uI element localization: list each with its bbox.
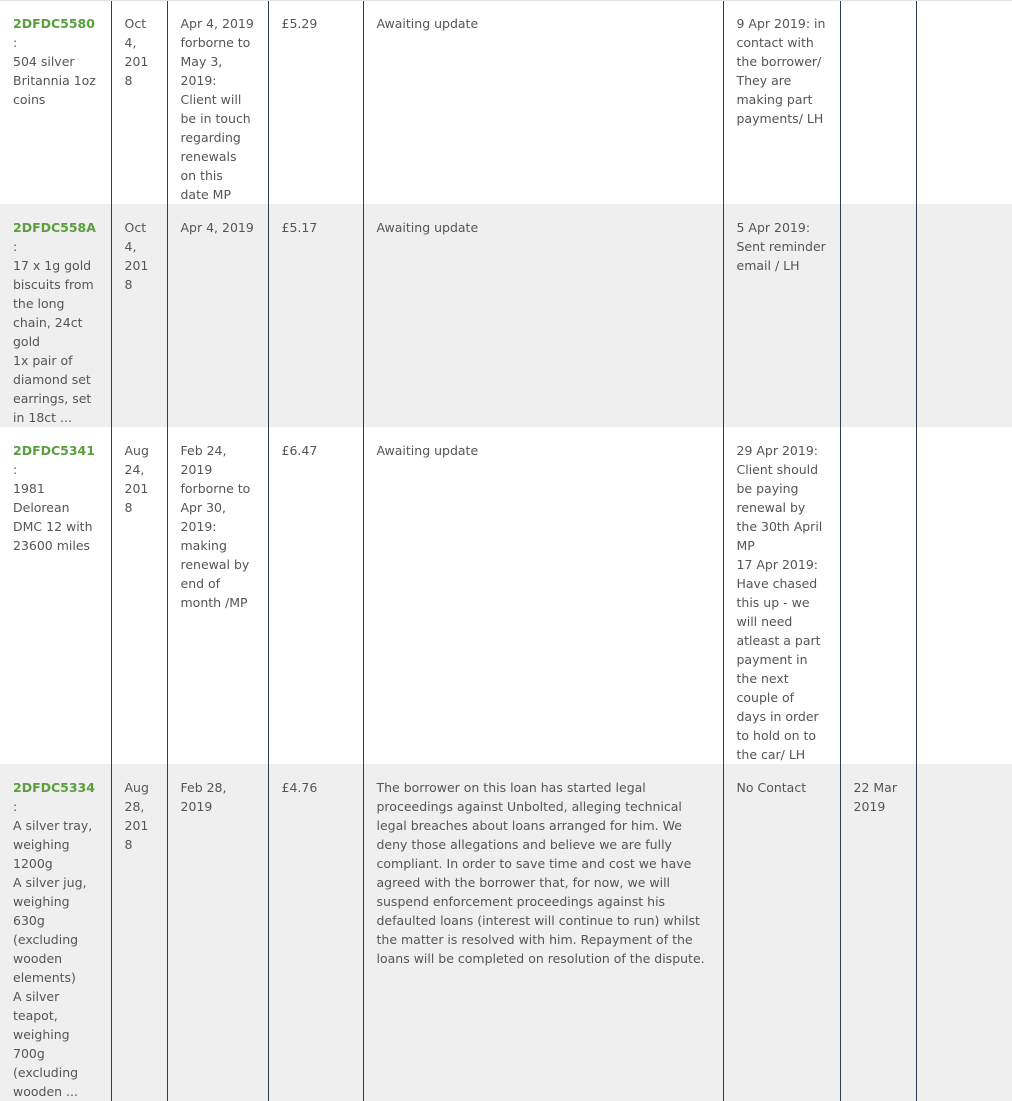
amount-cell: £4.76 [268, 764, 363, 1101]
table-row [0, 204, 1012, 427]
loan-description: 504 silver Britannia 1oz coins [13, 54, 96, 107]
due-date-cell: Apr 4, 2019 forborne to May 3, 2019: Client will be in touch regarding renewals on this date MP [167, 0, 268, 204]
extra-cell [916, 0, 1012, 204]
loan-cell: 2DFDC5341: 1981 Delorean DMC 12 with 23600 miles [13, 443, 95, 553]
date-cell [840, 0, 916, 204]
loan-cell: 2DFDC5580: 504 silver Britannia 1oz coins [13, 16, 96, 107]
loan-cell: 2DFDC5334: A silver tray, weighing 1200g A silver jug, weighing 630g (excluding wooden elements) A silver teapot, weighing 700g (excluding wooden ... [13, 780, 95, 1099]
date-cell [840, 427, 916, 764]
table-row [0, 427, 1012, 764]
due-date-cell: Apr 4, 2019 [167, 204, 268, 427]
start-date-cell: Aug 24, 2018 [111, 427, 167, 764]
status-cell: Awaiting update [363, 204, 723, 427]
notes-cell: 9 Apr 2019: in contact with the borrower/ They are making part payments/ LH [723, 0, 840, 204]
due-date-cell: Feb 24, 2019 forborne to Apr 30, 2019: making renewal by end of month /MP [167, 427, 268, 764]
amount-cell: £5.29 [268, 0, 363, 204]
loan-description: 1981 Delorean DMC 12 with 23600 miles [13, 481, 93, 553]
top-divider [0, 0, 1012, 1]
loan-id-link[interactable]: 2DFDC5334 [13, 780, 95, 795]
date-cell [840, 204, 916, 427]
table-row [0, 0, 1012, 204]
loan-cell: 2DFDC558A: 17 x 1g gold biscuits from the long chain, 24ct gold 1x pair of diamond set earrings, set in 18ct ... [13, 220, 96, 425]
loan-id-link[interactable]: 2DFDC5341 [13, 443, 95, 458]
status-cell: The borrower on this loan has started legal proceedings against Unbolted, alleging technical legal breaches about loans arranged for him. We deny those allegations and believe we are fully compliant. In order to save time and cost we have agreed with the borrower that, for now, we will suspend enforcement proceedings against his defaulted loans (interest will continue to run) whilst the matter is resolved with him. Repayment of the loans will be completed on resolution of the dispute. [363, 764, 723, 1101]
due-date-cell: Feb 28, 2019 [167, 764, 268, 1101]
start-date-cell: Aug 28, 2018 [111, 764, 167, 1101]
loan-description: 17 x 1g gold biscuits from the long chain, 24ct gold 1x pair of diamond set earrings, set in 18ct ... [13, 258, 94, 425]
extra-cell [916, 204, 1012, 427]
table-row [0, 764, 1012, 1101]
extra-cell [916, 427, 1012, 764]
start-date-cell: Oct 4, 2018 [111, 0, 167, 204]
extra-cell [916, 764, 1012, 1101]
loan-id-link[interactable]: 2DFDC5580 [13, 16, 95, 31]
notes-cell: No Contact [723, 764, 840, 1101]
date-cell: 22 Mar 2019 [840, 764, 916, 1101]
loan-description: A silver tray, weighing 1200g A silver jug, weighing 630g (excluding wooden elements) A silver teapot, weighing 700g (excluding wooden ... [13, 818, 93, 1099]
status-cell: Awaiting update [363, 0, 723, 204]
amount-cell: £6.47 [268, 427, 363, 764]
notes-cell: 29 Apr 2019: Client should be paying renewal by the 30th April MP 17 Apr 2019: Have chased this up - we will need atleast a part payment in the next couple of days in order to hold on to the car/ LH [723, 427, 840, 764]
status-cell: Awaiting update [363, 427, 723, 764]
amount-cell: £5.17 [268, 204, 363, 427]
start-date-cell: Oct 4, 2018 [111, 204, 167, 427]
notes-cell: 5 Apr 2019: Sent reminder email / LH [723, 204, 840, 427]
loan-id-link[interactable]: 2DFDC558A [13, 220, 96, 235]
